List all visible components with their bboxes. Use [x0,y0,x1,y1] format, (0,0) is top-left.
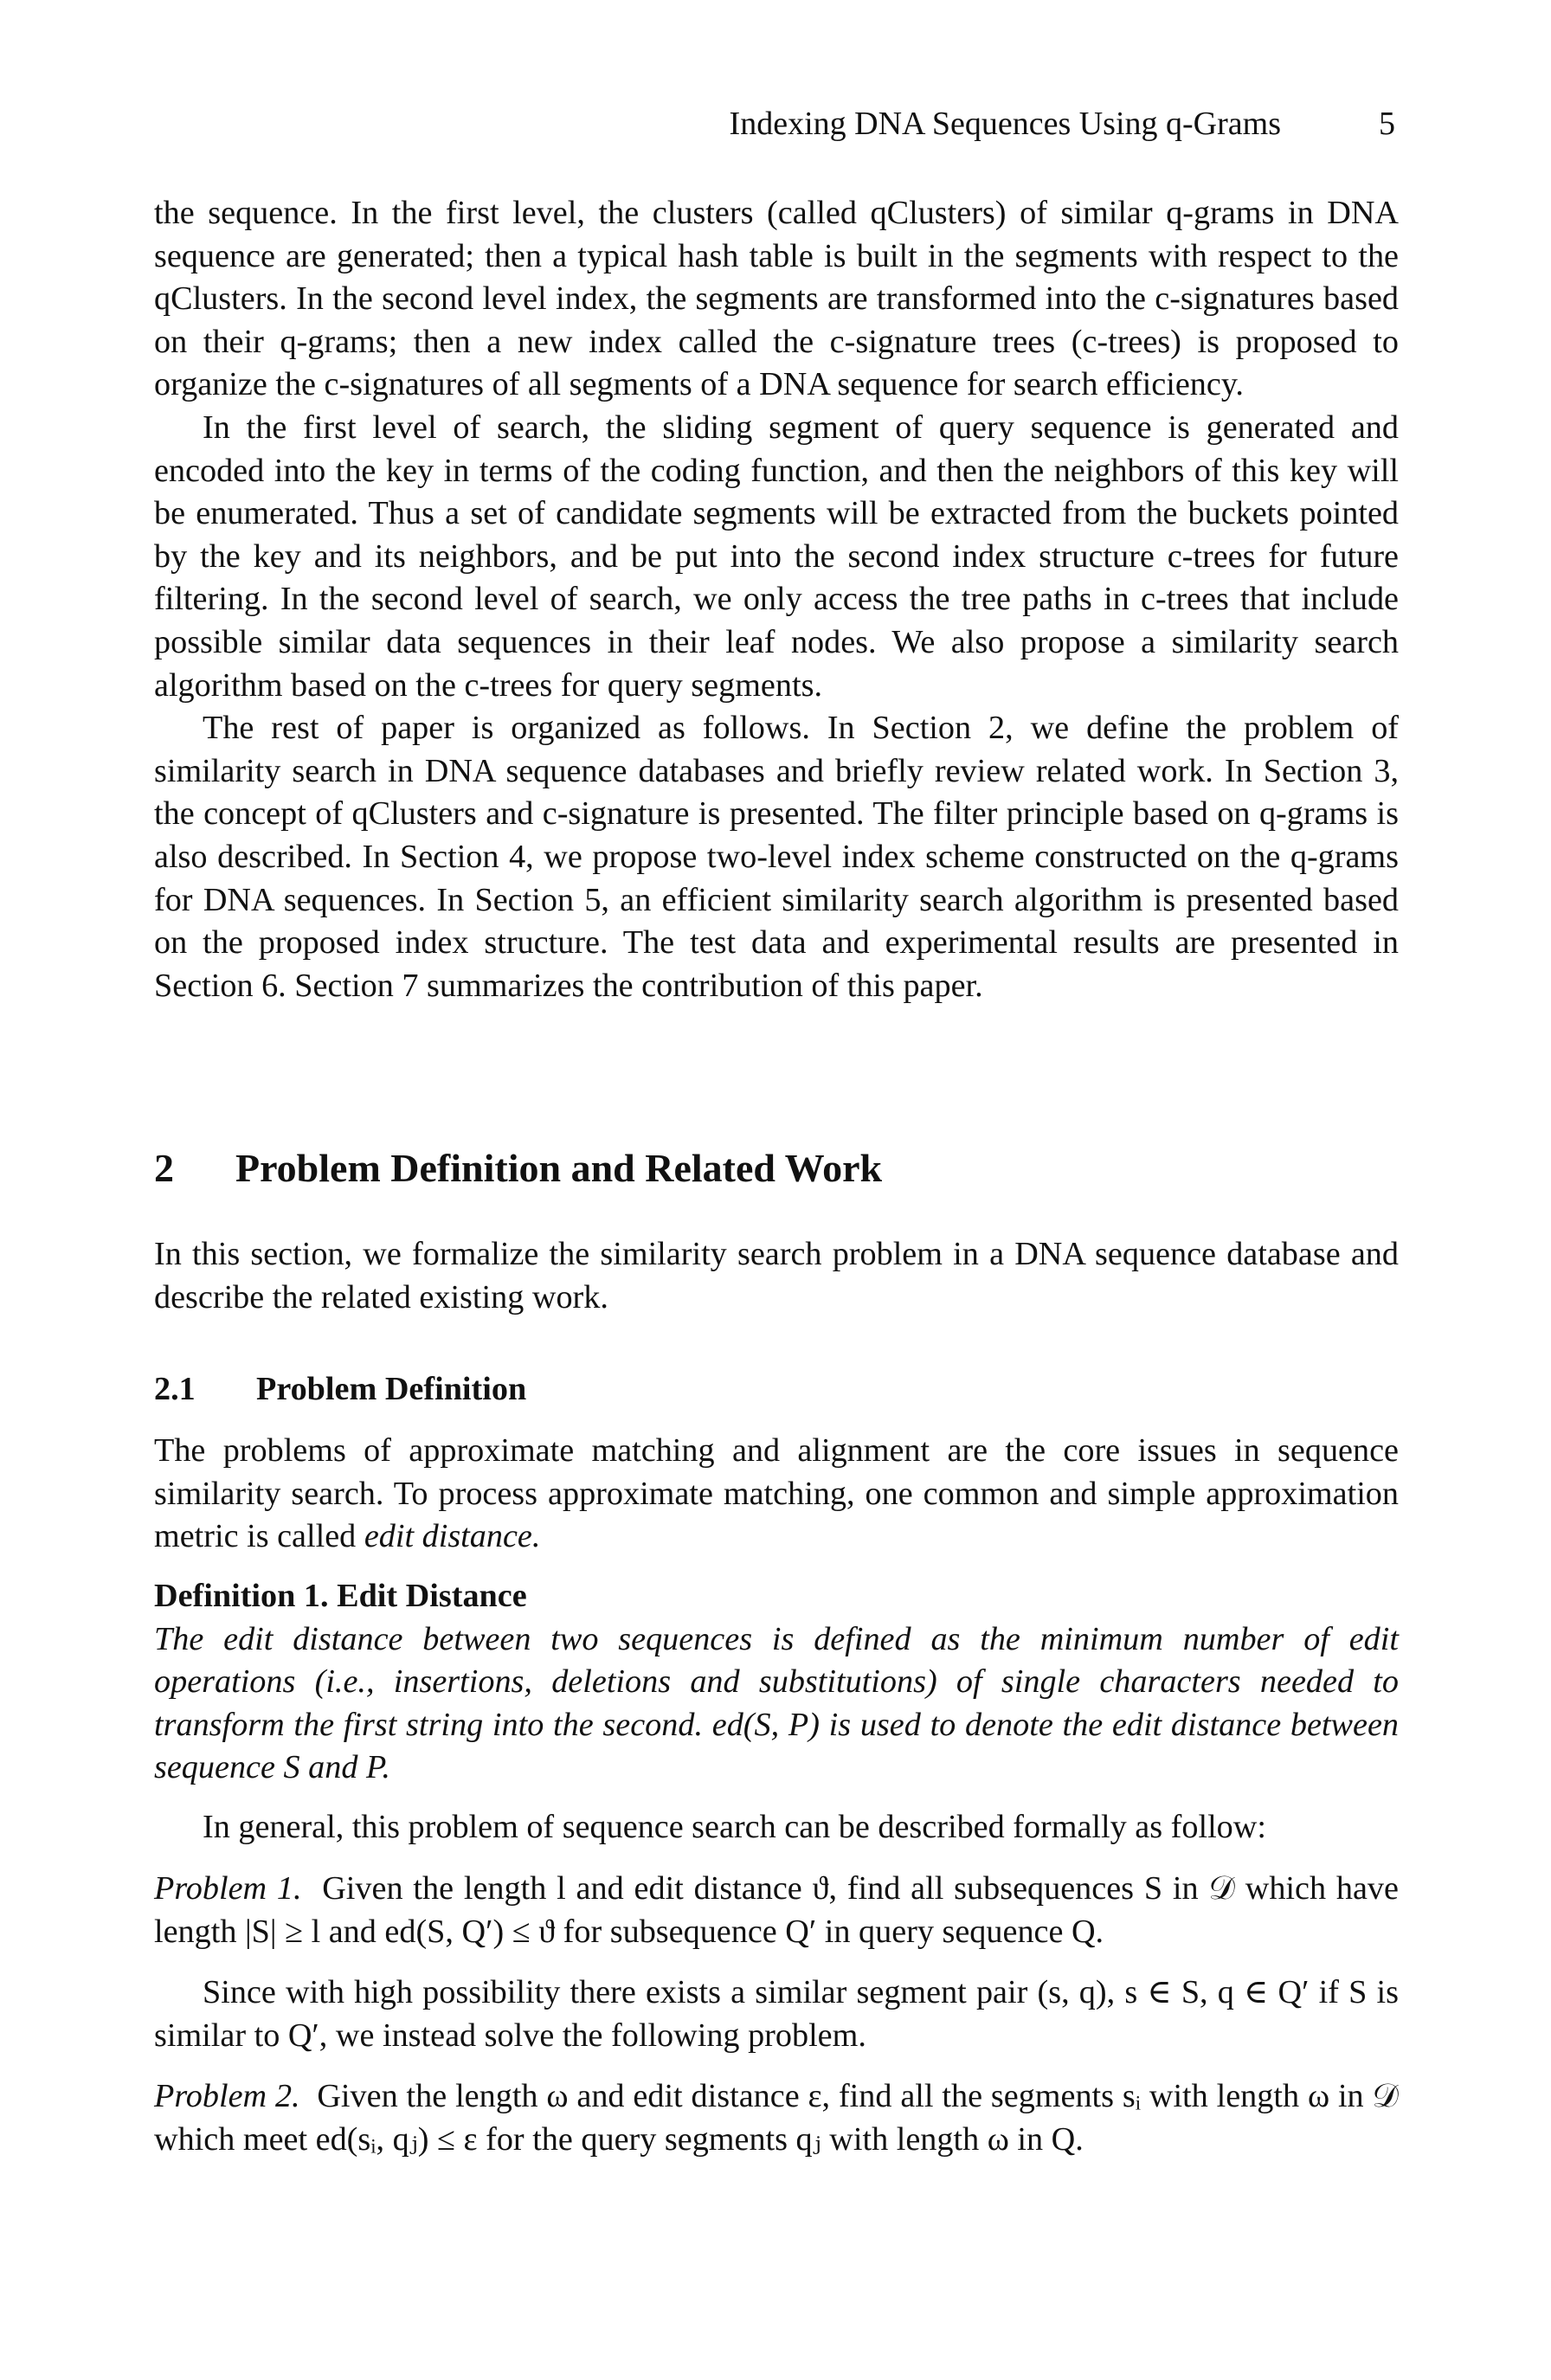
section-2-title: Problem Definition and Related Work [235,1146,883,1190]
subsection-2-1-heading [154,1367,526,1411]
general-paragraph-block [154,1806,1399,1849]
problem-1-block [154,1868,1399,1953]
section-2-number: 2 [154,1146,174,1190]
running-head [154,102,1399,145]
general-paragraph: In general, this problem of sequence search can be described formally as follow: [203,1809,1266,1845]
since-paragraph: Since with high possibility there exists a similar segment pair (s, q), s ∈ S, q ∈ Q′ if S is similar to Q′, we instead solve the following problem. [154,1974,1399,2054]
running-head-title: Indexing DNA Sequences Using q-Grams [729,106,1281,142]
problem-2-block [154,2075,1399,2161]
subsection-2-1-paragraph [154,1430,1399,1559]
subsection-2-1-text: The problems of approximate matching and alignment are the core issues in sequence similarity search. To process approximate matching, one common and simple approximation metric is called [154,1432,1399,1555]
since-paragraph-block [154,1972,1399,2057]
problem-2-label: Problem 2. [154,2078,300,2114]
subsection-2-1-title: Problem Definition [256,1371,527,1407]
intro-paragraph-2: In the first level of search, the sliding segment of query sequence is generated and encoded into the key in terms of the coding function, and then the neighbors of this key will be enumerated. Thus a set of candidate segments will be extracted from the buckets pointed by the key and its neighbors, and be put into the second index structure c-trees for future filtering. In the second level of search, we only access the tree paths in c-trees that include possible similar data sequences in their leaf nodes. We also propose a similarity search algorithm based on the c-trees for query segments. [154,408,1399,704]
page-number: 5 [1379,106,1395,142]
section-2-intro: In this section, we formalize the similarity search problem in a DNA sequence database and describe the related existing work. [154,1236,1399,1315]
problem-2-text: Given the length ω and edit distance ε, find all the segments sᵢ with length ω in 𝒟 which meet ed(sᵢ, qⱼ) ≤ ε for the query segments qⱼ with length ω in Q. [154,2078,1399,2158]
problem-1-text: Given the length l and edit distance ϑ, find all subsequences S in 𝒟 which have length |S| ≥ l and ed(S, Q′) ≤ ϑ for subsequence Q′ in query sequence Q. [154,1870,1399,1950]
section-2-heading [154,1142,882,1194]
subsection-2-1-number: 2.1 [154,1371,196,1407]
intro-paragraph-1: the sequence. In the first level, the clusters (called qClusters) of similar q-grams in DNA sequence are generated; then a typical hash table is built in the segments with respect to the qClusters. In the second level index, the segments are transformed into the c-signatures based on their q-grams; then a new index called the c-signature trees (c-trees) is proposed to organize the c-signatures of all segments of a DNA sequence for search efficiency. [154,195,1399,403]
definition-1-body: The edit distance between two sequences is defined as the minimum number of edit operations (i.e., insertions, deletions and substitutions) of single characters needed to transform the first string into the second. ed(S, P) is used to denote the edit distance between sequence S and P. [154,1620,1399,1786]
definition-1-heading: Definition 1. Edit Distance [154,1578,527,1614]
problem-1-label: Problem 1. [154,1870,302,1907]
section-2-intro-block [154,1233,1399,1319]
definition-1-block [154,1575,1399,1790]
edit-distance-term: edit distance. [364,1518,541,1555]
intro-block [154,192,1399,1007]
intro-paragraph-3: The rest of paper is organized as follows. In Section 2, we define the problem of similarity search in DNA sequence databases and briefly review related work. In Section 3, the concept of qClusters and c-signature is presented. The filter principle based on q-grams is also described. In Section 4, we propose two-level index scheme constructed on the q-grams for DNA sequences. In Section 5, an efficient similarity search algorithm is presented based on the proposed index structure. The test data and experimental results are presented in Section 6. Section 7 summarizes the contribution of this paper. [154,710,1399,1004]
